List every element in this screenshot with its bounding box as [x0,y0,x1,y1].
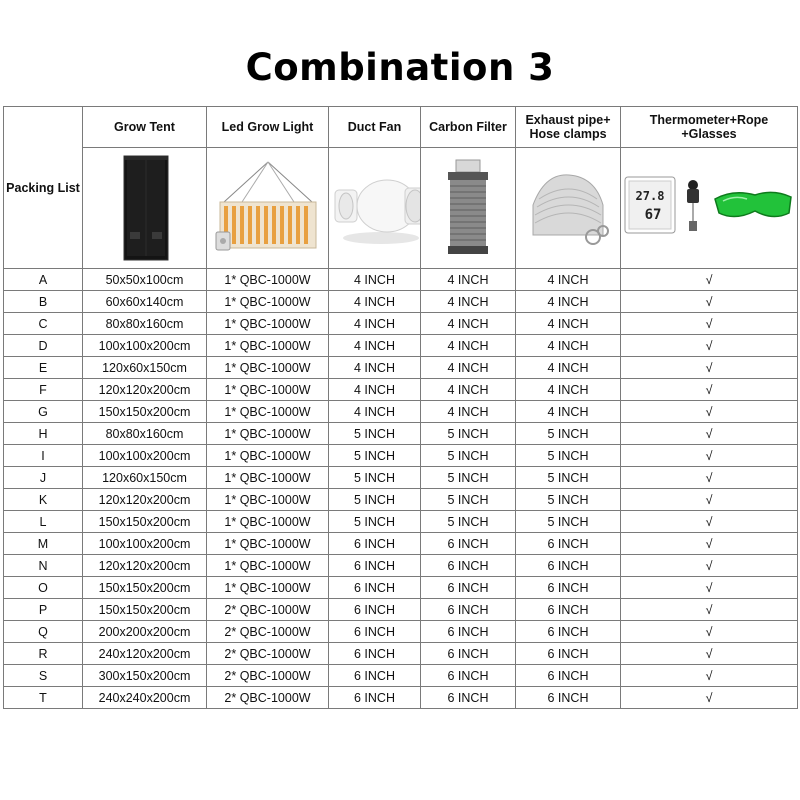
led-light-model: 1* QBC-1000W [207,269,329,291]
led-light-model: 1* QBC-1000W [207,445,329,467]
accessories-included: √ [621,489,798,511]
exhaust-pipe-size: 5 INCH [516,445,621,467]
accessories-included: √ [621,291,798,313]
row-id: L [4,511,83,533]
accessories-included: √ [621,335,798,357]
duct-fan-size: 6 INCH [329,533,421,555]
grow-tent-size: 240x120x200cm [83,643,207,665]
table-row [4,599,798,621]
duct-fan-size: 4 INCH [329,357,421,379]
led-light-model: 1* QBC-1000W [207,401,329,423]
row-id: J [4,467,83,489]
accessories-included: √ [621,379,798,401]
duct-fan-size: 6 INCH [329,665,421,687]
exhaust-pipe-size: 5 INCH [516,423,621,445]
carbon-filter-size: 4 INCH [421,313,516,335]
accessories-included: √ [621,269,798,291]
duct-fan-size: 6 INCH [329,555,421,577]
table-row [4,445,798,467]
led-light-model: 2* QBC-1000W [207,599,329,621]
exhaust-pipe-size: 4 INCH [516,401,621,423]
grow-tent-size: 150x150x200cm [83,577,207,599]
table-row [4,511,798,533]
exhaust-pipe-size: 6 INCH [516,621,621,643]
carbon-filter-size: 6 INCH [421,665,516,687]
led-light-model: 1* QBC-1000W [207,335,329,357]
accessories-included: √ [621,599,798,621]
grow-tent-size: 100x100x200cm [83,533,207,555]
header-carbon-filter: Carbon Filter [421,107,516,148]
carbon-filter-size: 4 INCH [421,335,516,357]
thermometer-humidity-text: 67 [644,207,662,223]
led-light-model: 2* QBC-1000W [207,621,329,643]
exhaust-pipe-size: 4 INCH [516,313,621,335]
carbon-filter-size: 6 INCH [421,643,516,665]
led-light-model: 1* QBC-1000W [207,313,329,335]
accessories-image-cell [621,148,798,269]
table-row [4,269,798,291]
row-id: S [4,665,83,687]
grow-tent-size: 240x240x200cm [83,687,207,709]
accessories-included: √ [621,423,798,445]
led-light-model: 1* QBC-1000W [207,555,329,577]
exhaust-pipe-size: 5 INCH [516,511,621,533]
table-row [4,401,798,423]
exhaust-pipe-image-cell [516,148,621,269]
grow-tent-size: 100x100x200cm [83,445,207,467]
accessories-included: √ [621,621,798,643]
carbon-filter-size: 5 INCH [421,445,516,467]
row-id: K [4,489,83,511]
duct-fan-size: 6 INCH [329,621,421,643]
duct-fan-size: 5 INCH [329,489,421,511]
row-id: F [4,379,83,401]
carbon-filter-size: 6 INCH [421,599,516,621]
accessories-included: √ [621,665,798,687]
carbon-filter-image [438,158,498,258]
led-light-model: 2* QBC-1000W [207,643,329,665]
exhaust-pipe-size: 4 INCH [516,269,621,291]
duct-fan-size: 6 INCH [329,599,421,621]
grow-tent-size: 80x80x160cm [83,423,207,445]
page-title: Combination 3 [245,46,555,89]
grow-tent-size: 120x120x200cm [83,555,207,577]
duct-fan-size: 5 INCH [329,511,421,533]
header-duct-fan: Duct Fan [329,107,421,148]
exhaust-pipe-size: 4 INCH [516,335,621,357]
led-light-model: 2* QBC-1000W [207,665,329,687]
duct-fan-size: 5 INCH [329,467,421,489]
table-row [4,291,798,313]
duct-fan-size: 6 INCH [329,687,421,709]
header-exhaust-pipe: Exhaust pipe+ Hose clamps [516,107,621,148]
thermometer-temp-text: 27.8 [635,189,665,203]
led-grow-light-image [212,160,324,256]
exhaust-pipe-size: 6 INCH [516,577,621,599]
grow-tent-size: 120x60x150cm [83,357,207,379]
table-row [4,665,798,687]
led-light-model: 1* QBC-1000W [207,489,329,511]
exhaust-pipe-size: 6 INCH [516,665,621,687]
carbon-filter-image-cell [421,148,516,269]
grow-tent-image [110,152,180,264]
exhaust-pipe-size: 6 INCH [516,599,621,621]
table-row [4,379,798,401]
carbon-filter-size: 4 INCH [421,269,516,291]
exhaust-pipe-size: 4 INCH [516,357,621,379]
exhaust-pipe-image [525,165,611,251]
grow-tent-size: 120x120x200cm [83,489,207,511]
duct-fan-size: 4 INCH [329,291,421,313]
row-id: R [4,643,83,665]
exhaust-pipe-size: 6 INCH [516,555,621,577]
row-id: I [4,445,83,467]
accessories-included: √ [621,643,798,665]
accessories-included: √ [621,445,798,467]
accessories-image [623,173,795,243]
grow-tent-image-cell [83,148,207,269]
exhaust-pipe-size: 5 INCH [516,489,621,511]
exhaust-pipe-size: 4 INCH [516,291,621,313]
carbon-filter-size: 4 INCH [421,401,516,423]
accessories-included: √ [621,401,798,423]
accessories-included: √ [621,687,798,709]
row-id: D [4,335,83,357]
carbon-filter-size: 6 INCH [421,621,516,643]
led-light-model: 2* QBC-1000W [207,687,329,709]
row-id: O [4,577,83,599]
led-light-model: 1* QBC-1000W [207,379,329,401]
carbon-filter-size: 4 INCH [421,357,516,379]
row-id: M [4,533,83,555]
duct-fan-size: 5 INCH [329,445,421,467]
table-row [4,423,798,445]
led-light-model: 1* QBC-1000W [207,533,329,555]
duct-fan-size: 6 INCH [329,577,421,599]
grow-tent-size: 60x60x140cm [83,291,207,313]
table-row [4,335,798,357]
exhaust-pipe-size: 6 INCH [516,643,621,665]
table-row [4,533,798,555]
exhaust-pipe-size: 4 INCH [516,379,621,401]
row-id: C [4,313,83,335]
row-id: H [4,423,83,445]
carbon-filter-size: 5 INCH [421,511,516,533]
carbon-filter-size: 5 INCH [421,489,516,511]
accessories-included: √ [621,577,798,599]
carbon-filter-size: 6 INCH [421,533,516,555]
grow-tent-size: 80x80x160cm [83,313,207,335]
carbon-filter-size: 5 INCH [421,467,516,489]
duct-fan-size: 5 INCH [329,423,421,445]
led-grow-light-image-cell [207,148,329,269]
grow-tent-size: 150x150x200cm [83,401,207,423]
carbon-filter-size: 4 INCH [421,379,516,401]
accessories-included: √ [621,313,798,335]
carbon-filter-size: 6 INCH [421,577,516,599]
row-id: G [4,401,83,423]
grow-tent-size: 150x150x200cm [83,599,207,621]
duct-fan-image-cell [329,148,421,269]
row-id: T [4,687,83,709]
carbon-filter-size: 5 INCH [421,423,516,445]
row-id: A [4,269,83,291]
accessories-included: √ [621,511,798,533]
table-row [4,687,798,709]
accessories-included: √ [621,467,798,489]
table-row [4,489,798,511]
carbon-filter-size: 6 INCH [421,687,516,709]
duct-fan-size: 4 INCH [329,401,421,423]
row-id: E [4,357,83,379]
packing-list-table [3,106,798,709]
carbon-filter-size: 4 INCH [421,291,516,313]
table-row [4,577,798,599]
exhaust-pipe-size: 5 INCH [516,467,621,489]
duct-fan-size: 4 INCH [329,335,421,357]
grow-tent-size: 120x60x150cm [83,467,207,489]
duct-fan-size: 4 INCH [329,313,421,335]
exhaust-pipe-size: 6 INCH [516,687,621,709]
grow-tent-size: 200x200x200cm [83,621,207,643]
duct-fan-size: 4 INCH [329,379,421,401]
led-light-model: 1* QBC-1000W [207,423,329,445]
duct-fan-size: 4 INCH [329,269,421,291]
led-light-model: 1* QBC-1000W [207,357,329,379]
table-row [4,621,798,643]
accessories-included: √ [621,555,798,577]
table-row [4,555,798,577]
accessories-included: √ [621,533,798,555]
packing-list-label: Packing List [4,107,83,269]
led-light-model: 1* QBC-1000W [207,467,329,489]
carbon-filter-size: 6 INCH [421,555,516,577]
table-row [4,313,798,335]
table-row [4,357,798,379]
led-light-model: 1* QBC-1000W [207,291,329,313]
table-row [4,643,798,665]
table-row [4,467,798,489]
header-led-grow-light: Led Grow Light [207,107,329,148]
duct-fan-size: 6 INCH [329,643,421,665]
grow-tent-size: 150x150x200cm [83,511,207,533]
grow-tent-size: 300x150x200cm [83,665,207,687]
exhaust-pipe-size: 6 INCH [516,533,621,555]
row-id: B [4,291,83,313]
header-grow-tent: Grow Tent [83,107,207,148]
duct-fan-image [329,168,421,248]
grow-tent-size: 50x50x100cm [83,269,207,291]
row-id: N [4,555,83,577]
led-light-model: 1* QBC-1000W [207,511,329,533]
row-id: Q [4,621,83,643]
grow-tent-size: 120x120x200cm [83,379,207,401]
header-accessories: Thermometer+Rope +Glasses [621,107,798,148]
accessories-included: √ [621,357,798,379]
row-id: P [4,599,83,621]
led-light-model: 1* QBC-1000W [207,577,329,599]
grow-tent-size: 100x100x200cm [83,335,207,357]
